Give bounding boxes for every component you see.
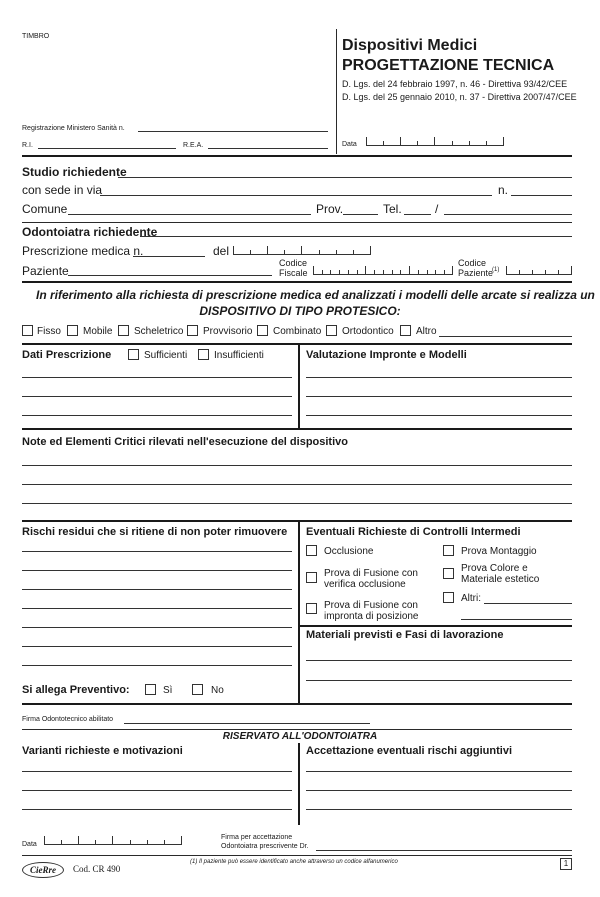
label-altri: Altri: [461, 593, 481, 604]
rischi-divider [298, 520, 300, 703]
label-fisso: Fisso [37, 326, 61, 337]
intro-line-2: DISPOSITIVO DI TIPO PROTESICO: [199, 304, 401, 318]
odontoiatra-title: Odontoiatra richiedente [22, 225, 158, 239]
prescrizione-date-field[interactable] [233, 247, 371, 255]
checkbox-mobile[interactable] [67, 325, 78, 336]
studio-title: Studio richiedente [22, 165, 127, 179]
note-line[interactable] [22, 503, 572, 504]
footnote-text: (1) Il paziente può essere identificato anche attraverso un codice alfanumerico [190, 859, 398, 865]
checkbox-insufficienti[interactable] [198, 349, 209, 360]
note-line[interactable] [22, 484, 572, 485]
firma-odontotecnico-label: Firma Odontotecnico abilitato [22, 716, 114, 723]
label-prova-colore-1: Prova Colore e [461, 563, 528, 574]
label-fusione-occlusione-2: verifica occlusione [324, 579, 406, 590]
rea-label: R.E.A. [183, 142, 204, 149]
firma-accettazione-label-1: Firma per accettazione [221, 834, 293, 841]
accettazione-title: Accettazione eventuali rischi aggiuntivi [306, 745, 512, 757]
firma-date-label: Data [22, 841, 37, 848]
label-sufficienti: Sufficienti [144, 350, 188, 361]
valutazione-line[interactable] [306, 377, 572, 378]
prescrizione-label: Prescrizione medica n. [22, 244, 144, 258]
header-date-field[interactable] [366, 138, 504, 146]
tel-number-field[interactable] [444, 214, 572, 215]
codice-paziente-label-1: Codice [458, 258, 487, 268]
paziente-field[interactable] [68, 275, 272, 276]
intro-line-1: In riferimento alla richiesta di prescrizione medica ed analizzati i modelli delle arcate si realizza un [36, 288, 595, 302]
rea-field[interactable] [208, 148, 328, 149]
checkbox-fusione-occlusione[interactable] [306, 572, 317, 583]
codice-paziente-field[interactable] [506, 267, 572, 275]
checkbox-scheletrico[interactable] [118, 325, 129, 336]
materiali-line[interactable] [306, 660, 572, 661]
ri-label: R.I. [22, 142, 33, 149]
label-preventivo-no: No [211, 685, 224, 696]
cierre-logo [22, 862, 64, 878]
page-number-box [560, 858, 572, 870]
rischi-line[interactable] [22, 608, 292, 609]
codice-fiscale-field[interactable] [313, 267, 453, 275]
header-divider [336, 29, 337, 154]
rule-note [22, 520, 572, 522]
rule-rischi [22, 703, 572, 705]
controlli-title: Eventuali Richieste di Controlli Intermedi [306, 526, 521, 538]
firma-odontotecnico-field[interactable] [124, 723, 370, 724]
prov-label: Prov. [316, 202, 344, 216]
checkbox-fusione-posizione[interactable] [306, 603, 317, 614]
checkbox-occlusione[interactable] [306, 545, 317, 556]
label-altro: Altro [416, 326, 437, 337]
label-prova-montaggio: Prova Montaggio [461, 546, 537, 557]
checkbox-prova-montaggio[interactable] [443, 545, 454, 556]
checkbox-ortodontico[interactable] [326, 325, 337, 336]
label-preventivo-si: Sì [163, 685, 173, 696]
rule-footer [22, 855, 572, 856]
rischi-line[interactable] [22, 646, 292, 647]
materiali-title: Materiali previsti e Fasi di lavorazione [306, 629, 504, 641]
label-scheletrico: Scheletrico [134, 326, 184, 337]
rischi-line[interactable] [22, 551, 292, 552]
valutazione-title: Valutazione Impronte e Modelli [306, 349, 467, 361]
dati-divider [298, 343, 300, 428]
checkbox-provvisorio[interactable] [187, 325, 198, 336]
varianti-line[interactable] [22, 809, 292, 810]
checkbox-altro[interactable] [400, 325, 411, 336]
label-insufficienti: Insufficienti [214, 350, 264, 361]
note-title: Note ed Elementi Critici rilevati nell'esecuzione del dispositivo [22, 436, 348, 448]
dati-title: Dati Prescrizione [22, 349, 112, 361]
codice-paziente-label-2: Paziente [458, 268, 494, 278]
riservato-title: RISERVATO ALL'ODONTOIATRA [222, 731, 378, 742]
valutazione-line[interactable] [306, 396, 572, 397]
checkbox-fisso[interactable] [22, 325, 33, 336]
firma-accettazione-field[interactable] [316, 850, 572, 851]
footnote-mark: (1) [492, 267, 500, 273]
registrazione-label: Registrazione Ministero Sanità n. [22, 125, 125, 132]
del-label: del [213, 244, 230, 258]
rule-header [22, 155, 572, 157]
valutazione-line[interactable] [306, 415, 572, 416]
sede-label: con sede in via [22, 183, 103, 197]
altro-field[interactable] [439, 336, 572, 337]
checkbox-preventivo-no[interactable] [192, 684, 203, 695]
label-provvisorio: Provvisorio [203, 326, 253, 337]
label-fusione-posizione-2: impronta di posizione [324, 611, 419, 622]
comune-field[interactable] [68, 214, 311, 215]
note-line[interactable] [22, 465, 572, 466]
doc-subtitle: PROGETTAZIONE TECNICA [342, 57, 555, 74]
law-ref-1: D. Lgs. del 24 febbraio 1997, n. 46 - Direttiva 93/42/CEE [342, 79, 568, 89]
header-date-label: Data [342, 141, 357, 148]
rischi-line[interactable] [22, 570, 292, 571]
paziente-label: Paziente [22, 264, 69, 278]
checkbox-sufficienti[interactable] [128, 349, 139, 360]
comune-label: Comune [22, 202, 68, 216]
checkbox-prova-colore[interactable] [443, 568, 454, 579]
varianti-line[interactable] [22, 771, 292, 772]
prescrizione-field[interactable] [133, 256, 205, 257]
registrazione-field[interactable] [138, 131, 328, 132]
rule-studio [22, 222, 572, 223]
tel-prefix-field[interactable] [404, 214, 431, 215]
firma-date-field[interactable] [44, 837, 182, 845]
rule-types [22, 343, 572, 345]
cierre-logo-text: CieRre [30, 864, 56, 875]
materiali-line[interactable] [306, 680, 572, 681]
varianti-title: Varianti richieste e motivazioni [22, 745, 183, 757]
dati-line[interactable] [22, 396, 292, 397]
codice-fiscale-label-2: Fiscale [279, 268, 308, 278]
rule-odontoiatra [22, 281, 572, 283]
rischi-title: Rischi residui che si ritiene di non poter rimuovere [22, 526, 288, 538]
checkbox-preventivo-si[interactable] [145, 684, 156, 695]
rischi-line[interactable] [22, 589, 292, 590]
label-combinato: Combinato [273, 326, 322, 337]
label-occlusione: Occlusione [324, 546, 374, 557]
altri-field[interactable] [484, 603, 572, 604]
label-fusione-posizione-1: Prova di Fusione con [324, 600, 418, 611]
accettazione-line[interactable] [306, 809, 572, 810]
sede-field[interactable] [100, 195, 492, 196]
altri-field-2[interactable] [461, 619, 572, 620]
rule-controlli [298, 625, 572, 627]
timbro-label: TIMBRO [22, 33, 50, 40]
rischi-line[interactable] [22, 665, 292, 666]
codice-fiscale-label-1: Codice [279, 258, 308, 268]
rischi-line[interactable] [22, 627, 292, 628]
label-fusione-occlusione-1: Prova di Fusione con [324, 568, 418, 579]
checkbox-altri[interactable] [443, 592, 454, 603]
checkbox-combinato[interactable] [257, 325, 268, 336]
tel-slash: / [435, 202, 439, 216]
firma-accettazione-label-2: Odontoiatra prescrivente Dr. [221, 843, 309, 850]
varianti-line[interactable] [22, 790, 292, 791]
preventivo-label: Si allega Preventivo: [22, 684, 130, 696]
prov-field[interactable] [343, 214, 378, 215]
law-ref-2: D. Lgs. del 25 gennaio 2010, n. 37 - Direttiva 2007/47/CEE [342, 92, 577, 102]
label-prova-colore-2: Materiale estetico [461, 574, 540, 585]
product-code: Cod. CR 490 [73, 864, 121, 874]
ri-field[interactable] [38, 148, 176, 149]
label-mobile: Mobile [83, 326, 113, 337]
studio-name-field[interactable] [118, 177, 572, 178]
varianti-divider [298, 743, 300, 825]
civico-label: n. [498, 183, 509, 197]
page-number: 1 [563, 859, 569, 868]
tel-label: Tel. [383, 202, 402, 216]
label-ortodontico: Ortodontico [342, 326, 394, 337]
dati-line[interactable] [22, 377, 292, 378]
accettazione-line[interactable] [306, 790, 572, 791]
accettazione-line[interactable] [306, 771, 572, 772]
dati-line[interactable] [22, 415, 292, 416]
odontoiatra-field[interactable] [140, 236, 572, 237]
rule-dati [22, 428, 572, 430]
doc-title: Dispositivi Medici [342, 37, 478, 54]
rule-firma [22, 729, 572, 730]
civico-field[interactable] [511, 195, 572, 196]
